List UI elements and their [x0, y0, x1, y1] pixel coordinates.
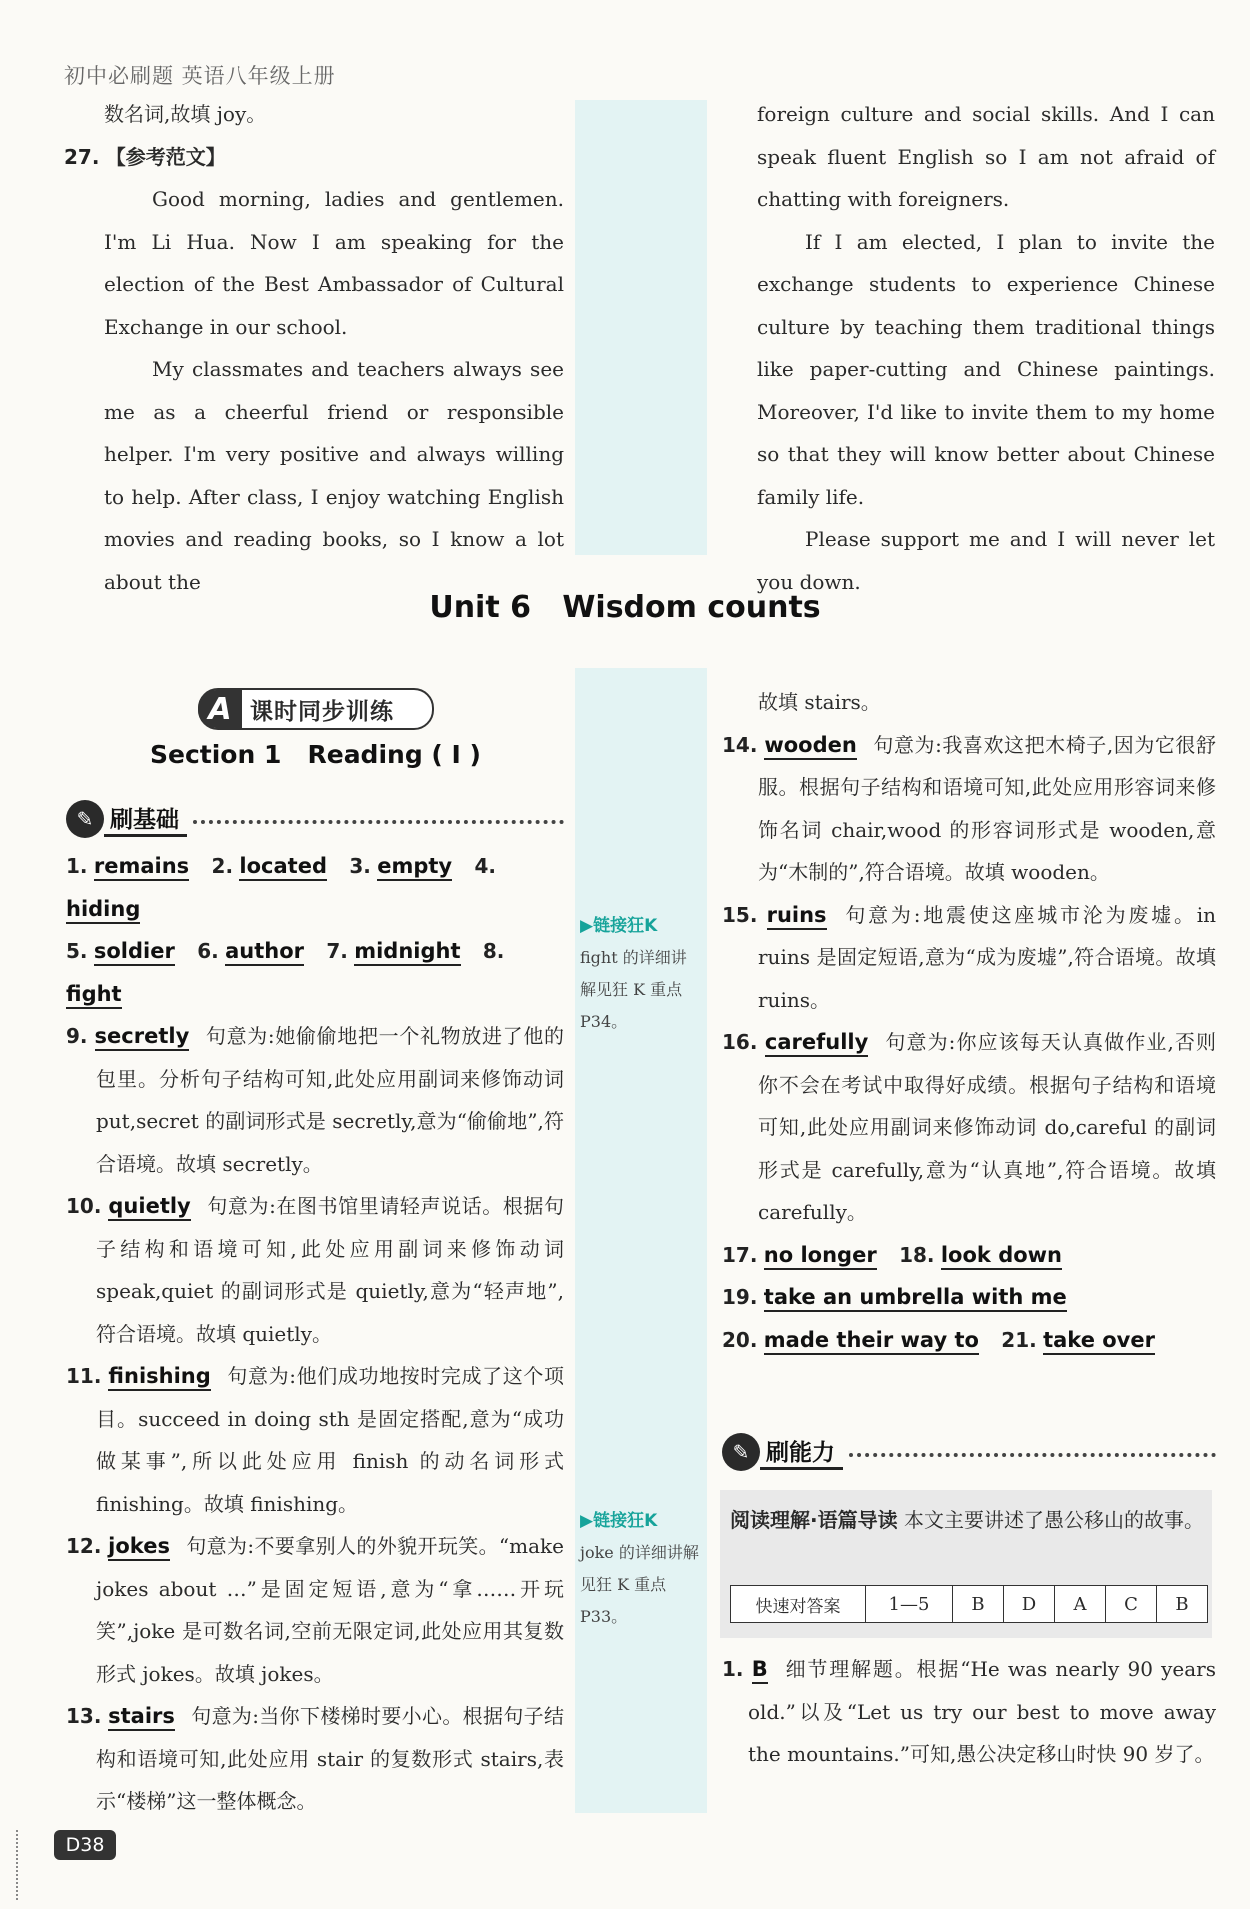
badge-letter: A: [198, 690, 242, 728]
answer-9-item: [66, 1015, 564, 1185]
answer-19-number: 19.: [722, 1285, 758, 1309]
basic-banner: [66, 799, 564, 839]
answer-9-number: 9.: [66, 1024, 88, 1048]
answer-7: midnight: [354, 939, 460, 966]
dotted-rule: [849, 1453, 1216, 1457]
answer-9-explanation: 句意为:她偷偷地把一个礼物放进了他的包里。分析句子结构可知,此处应用副词来修饰动词 put,secret 的副词形式是 secretly,意为“偷偷地”,符合语境。故填 secretly。: [96, 1024, 564, 1176]
answer-row-1-4: [66, 845, 564, 930]
answer-15-item: [722, 894, 1216, 1022]
answer-1: remains: [94, 854, 189, 881]
answer-14-explanation: 句意为:我喜欢这把木椅子,因为它很舒服。根据句子结构和语境可知,此处应用形容词来修饰名词 chair,wood 的形容词形式是 wooden,意为“木制的”,符合语境。故填 wooden。: [758, 732, 1216, 884]
reading-q1-explanation: 细节理解题。根据“He was nearly 90 years old.”以及“Let us try our best to move away the mountains.”可知,愚公决定移山时快 90 岁了。: [748, 1657, 1217, 1766]
ability-banner: [722, 1432, 1216, 1472]
book-title: 初中必刷题 英语八年级上册: [64, 64, 336, 88]
answers-right-column: [722, 681, 1216, 1361]
answer-row-19: [722, 1276, 1216, 1319]
answer-3-number: 3.: [349, 854, 371, 878]
side-note-text: fight 的详细讲解见狂 K 重点 P34。: [580, 948, 687, 1031]
answer-16-item: [722, 1021, 1216, 1234]
answer-18-number: 18.: [899, 1242, 935, 1267]
quick-answer-choice: D: [1004, 1586, 1055, 1623]
quick-answer-choice: A: [1055, 1586, 1106, 1623]
answer-14-number: 14.: [722, 732, 758, 757]
essay-top-line: 数名词,故填 joy。: [104, 102, 267, 126]
answer-row-5-8: [66, 930, 564, 1015]
essay-paragraph-3: If I am elected, I plan to invite the exchange students to experience Chinese culture by teaching them traditional things like paper-cutting and Chinese paintings. Moreover, I'd like to invite them to my home so that they will know better about Chinese family life.: [757, 229, 1215, 509]
answer-19: take an umbrella with me: [764, 1285, 1067, 1312]
answer-8: fight: [66, 982, 122, 1009]
quick-answer-choice: B: [1157, 1586, 1208, 1623]
answer-13-item: [66, 1695, 564, 1823]
answer-15: ruins: [767, 903, 827, 930]
answer-row-20-21: [722, 1319, 1216, 1362]
reading-q1: [722, 1648, 1216, 1776]
answer-11-item: [66, 1355, 564, 1525]
sync-training-badge: [198, 688, 434, 730]
answer-13-number: 13.: [66, 1704, 102, 1728]
answer-12-number: 12.: [66, 1534, 102, 1558]
answer-9: secretly: [95, 1024, 190, 1051]
answer-14: wooden: [764, 733, 856, 760]
side-strip-bottom: [575, 668, 707, 1813]
answer-14-item: [722, 724, 1216, 894]
answer-8-number: 8.: [482, 939, 505, 963]
answer-10: quietly: [108, 1194, 190, 1221]
answer-16-explanation: 句意为:你应该每天认真做作业,否则你不会在考试中取得好成绩。根据句子结构和语境可知,此处应用副词来修饰动词 do,careful 的副词形式是 carefully,意为“认真地”,符合语境。故填 carefully。: [758, 1030, 1216, 1224]
pen-icon: ✎: [722, 1433, 760, 1471]
side-note-joke: [580, 1505, 702, 1633]
essay-label: 【参考范文】: [105, 144, 226, 169]
essay-paragraph-4: Please support me and I will never let you down.: [757, 527, 1215, 594]
reading-q1-number: 1.: [722, 1657, 744, 1681]
answer-11-explanation: 句意为:他们成功地按时完成了这个项目。succeed in doing sth 是固定搭配,意为“成功做某事”,所以此处应用 finish 的动名词形式 finishing。故填 finishing。: [96, 1364, 564, 1516]
answer-6-number: 6.: [197, 939, 219, 963]
answer-12: jokes: [108, 1534, 170, 1561]
quick-answer-choice: C: [1106, 1586, 1157, 1623]
answer-13: stairs: [108, 1704, 175, 1731]
quick-answer-choice: B: [953, 1586, 1004, 1623]
answer-11-number: 11.: [66, 1364, 102, 1388]
answer-21: take over: [1043, 1328, 1155, 1355]
reading-guide-desc: 本文主要讲述了愚公移山的故事。: [903, 1508, 1204, 1532]
answer-15-number: 15.: [722, 902, 758, 927]
dotted-rule: [193, 820, 564, 824]
reading-guide: [730, 1498, 1210, 1542]
basic-banner-label: 刷基础: [104, 801, 187, 837]
answer-11: finishing: [108, 1364, 210, 1391]
side-note-fight: [580, 910, 702, 1038]
side-strip-top: [575, 100, 707, 555]
essay-right-column: [757, 93, 1215, 603]
essay-paragraph-2b: foreign culture and social skills. And I can speak fluent English so I am not afraid of chatting with foreigners.: [757, 102, 1215, 211]
badge-text: 课时同步训练: [250, 698, 394, 725]
answer-3: empty: [377, 854, 452, 881]
answer-20: made their way to: [764, 1328, 979, 1355]
answer-2-number: 2.: [211, 854, 234, 878]
answer-5: soldier: [94, 939, 175, 966]
essay-paragraph-1: Good morning, ladies and gentlemen. I'm Li Hua. Now I am speaking for the election of the Best Ambassador of Cultural Exchange in our school.: [104, 187, 564, 339]
answer-4-number: 4.: [474, 854, 496, 878]
answer-13-continuation: 故填 stairs。: [758, 690, 881, 714]
answer-10-item: [66, 1185, 564, 1355]
answer-12-explanation: 句意为:不要拿别人的外貌开玩笑。“make jokes about …”是固定短语,意为“拿……开玩笑”,joke 是可数名词,空前无限定词,此处应用其复数形式 jokes。故填 jokes。: [96, 1534, 565, 1686]
pen-icon: ✎: [66, 800, 104, 838]
answer-1-number: 1.: [66, 854, 88, 878]
side-note-text: joke 的详细讲解见狂 K 重点 P33。: [580, 1543, 699, 1626]
page-edge-dots: [16, 1830, 22, 1900]
answer-16-number: 16.: [722, 1030, 758, 1054]
quick-answer-range: 1—5: [866, 1586, 953, 1623]
quick-answer-table: [730, 1585, 1208, 1623]
answer-6: author: [225, 939, 304, 966]
answer-18: look down: [941, 1243, 1062, 1270]
reading-q1-answer: B: [752, 1657, 768, 1684]
answer-17-number: 17.: [722, 1242, 758, 1267]
essay-question-heading: [64, 136, 564, 179]
answer-row-17-18: [722, 1234, 1216, 1277]
essay-left-column: [64, 93, 564, 603]
answer-17: no longer: [764, 1243, 877, 1270]
answer-15-explanation: 句意为:地震使这座城市沦为废墟。in ruins 是固定短语,意为“成为废墟”,符合语境。故填 ruins。: [758, 902, 1217, 1012]
answers-left-column: [66, 845, 564, 1823]
question-number: 27.: [64, 144, 100, 169]
answer-10-number: 10.: [66, 1194, 102, 1218]
unit-title: Unit 6 Wisdom counts: [429, 590, 821, 625]
answer-12-item: [66, 1525, 564, 1695]
answer-2: located: [239, 854, 327, 881]
answer-16: carefully: [765, 1030, 868, 1057]
reading-q1-item: [722, 1648, 1216, 1776]
link-tag: ▶链接狂K: [580, 1511, 658, 1531]
ability-banner-label: 刷能力: [760, 1434, 843, 1470]
answer-10-explanation: 句意为:在图书馆里请轻声说话。根据句子结构和语境可知,此处应用副词来修饰动词 speak,quiet 的副词形式是 quietly,意为“轻声地”,符合语境。故填 quietly。: [96, 1194, 564, 1346]
answer-21-number: 21.: [1001, 1327, 1037, 1352]
answer-4: hiding: [66, 897, 140, 924]
section-title: Section 1 Reading ( Ⅰ ): [150, 740, 481, 769]
essay-paragraph-2a: My classmates and teachers always see me as a cheerful friend or responsible helper. I'm very positive and always willing to help. After class, I enjoy watching English movies and reading books, so I know a lot about the: [104, 357, 564, 594]
quick-answer-label: 快速对答案: [731, 1586, 866, 1623]
answer-7-number: 7.: [326, 939, 348, 963]
reading-guide-label: 阅读理解·语篇导读: [730, 1508, 898, 1532]
page-number: D38: [54, 1830, 116, 1860]
answer-5-number: 5.: [66, 939, 88, 963]
answer-13-explanation: 句意为:当你下楼梯时要小心。根据句子结构和语境可知,此处应用 stair 的复数形式 stairs,表示“楼梯”这一整体概念。: [96, 1704, 564, 1813]
link-tag: ▶链接狂K: [580, 916, 658, 936]
answer-20-number: 20.: [722, 1327, 758, 1352]
